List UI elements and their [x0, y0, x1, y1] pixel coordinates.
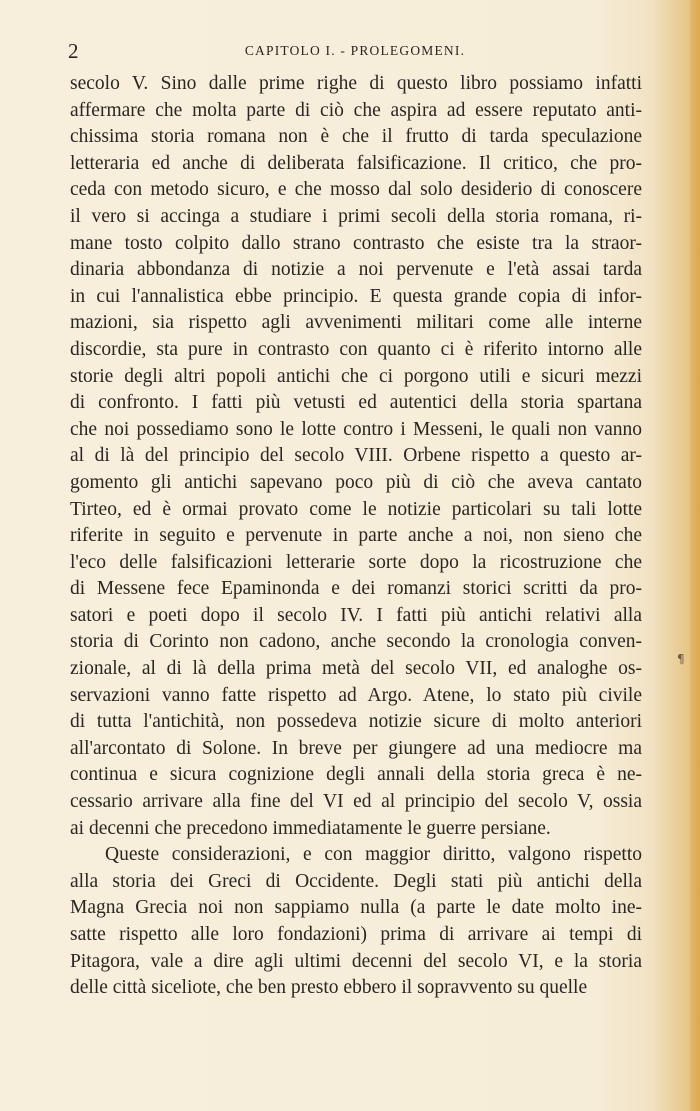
text-line: di Messene fece Epaminonda e dei romanzi storici scritti da pro-: [70, 578, 642, 600]
running-head: CAPITOLO I. - PROLEGOMENI.: [244, 43, 466, 58]
page-edge: [690, 0, 700, 1111]
text-line: mazioni, sia rispetto agli avvenimenti militari come alle interne: [70, 312, 642, 334]
text-line: letteraria ed anche di deliberata falsificazione. Il critico, che pro-: [70, 152, 642, 174]
text-line: ceda con metodo sicuro, e che mosso dal solo desiderio di conoscere: [70, 179, 642, 201]
text-line: gomento gli antichi sapevano poco più di ciò che aveva cantato: [70, 471, 642, 493]
page-header: [68, 38, 642, 64]
text-line: Tirteo, ed è ormai provato come le notizie particolari su tali lotte: [70, 498, 642, 520]
text-line: affermare che molta parte di ciò che aspira ad essere reputato anti-: [70, 99, 642, 121]
text-line: alla storia dei Greci di Occidente. Degli stati più antichi della: [70, 870, 642, 892]
text-line: satori e poeti dopo il secolo IV. I fatti più antichi relativi alla: [70, 604, 642, 626]
margin-mark: ¶: [677, 652, 685, 666]
paragraph: [70, 71, 642, 842]
text-line: zionale, al di là della prima metà del secolo VII, ed analoghe os-: [70, 658, 642, 680]
paragraph: [70, 842, 642, 1002]
text-line: servazioni vanno fatte rispetto ad Argo. Atene, lo stato più civile: [70, 684, 642, 706]
text-line: di tutta l'antichità, non possedeva notizie sicure di molto anteriori: [70, 711, 642, 733]
text-line: discordie, sta pure in contrasto con quanto ci è riferito intorno alle: [70, 338, 642, 360]
text-line: dinaria abbondanza di notizie a noi pervenute e l'età assai tarda: [70, 259, 642, 281]
text-line: mane tosto colpito dallo strano contrasto che esiste tra la straor-: [70, 232, 642, 254]
text-line: satte rispetto alle loro fondazioni) prima di arrivare ai tempi di: [70, 924, 642, 945]
text-line: Pitagora, vale a dire agli ultimi decenni del secolo VI, e la storia: [70, 950, 642, 972]
text-line: Magna Grecia noi non sappiamo nulla (a parte le date molto ine-: [70, 897, 642, 919]
text-line: in cui l'annalistica ebbe principio. E questa grande copia di infor-: [70, 285, 642, 307]
text-line: il vero si accinga a studiare i primi secoli della storia romana, ri-: [70, 205, 642, 227]
text-line: al di là del principio del secolo VIII. Orbene rispetto a questo ar-: [70, 445, 642, 467]
text-line: chissima storia romana non è che il frutto di tarda speculazione: [70, 126, 642, 148]
body-text: [70, 71, 642, 1002]
text-line: storia di Corinto non cadono, anche secondo la cronologia conven-: [70, 631, 642, 653]
text-line: l'eco delle falsificazioni letterarie sorte dopo la ricostruzione che: [70, 551, 642, 573]
text-line: Queste considerazioni, e con maggior diritto, valgono rispetto: [105, 844, 642, 866]
text-line: secolo V. Sino dalle prime righe di questo libro possiamo infatti: [70, 73, 642, 94]
text-line: delle città siceliote, che ben presto ebbero il sopravvento su quelle: [70, 977, 588, 999]
text-line: che noi possediamo sono le lotte contro i Messeni, le quali non vanno: [70, 418, 642, 440]
page-number: 2: [68, 39, 79, 63]
text-line: storie degli altri popoli antichi che ci porgono utili e sicuri mezzi: [70, 365, 642, 387]
text-line: ai decenni che precedono immediatamente le guerre persiane.: [70, 817, 551, 839]
text-line: riferite in seguito e pervenute in parte anche a noi, non sieno che: [70, 525, 642, 547]
text-line: di confronto. I fatti più vetusti ed autentici della storia spartana: [70, 392, 642, 414]
text-line: continua e sicura cognizione degli annali della storia greca è ne-: [70, 764, 642, 786]
text-line: cessario arrivare alla fine del VI ed al principio del secolo V, ossia: [70, 791, 642, 813]
text-line: all'arcontato di Solone. In breve per giungere ad una mediocre ma: [70, 737, 642, 759]
